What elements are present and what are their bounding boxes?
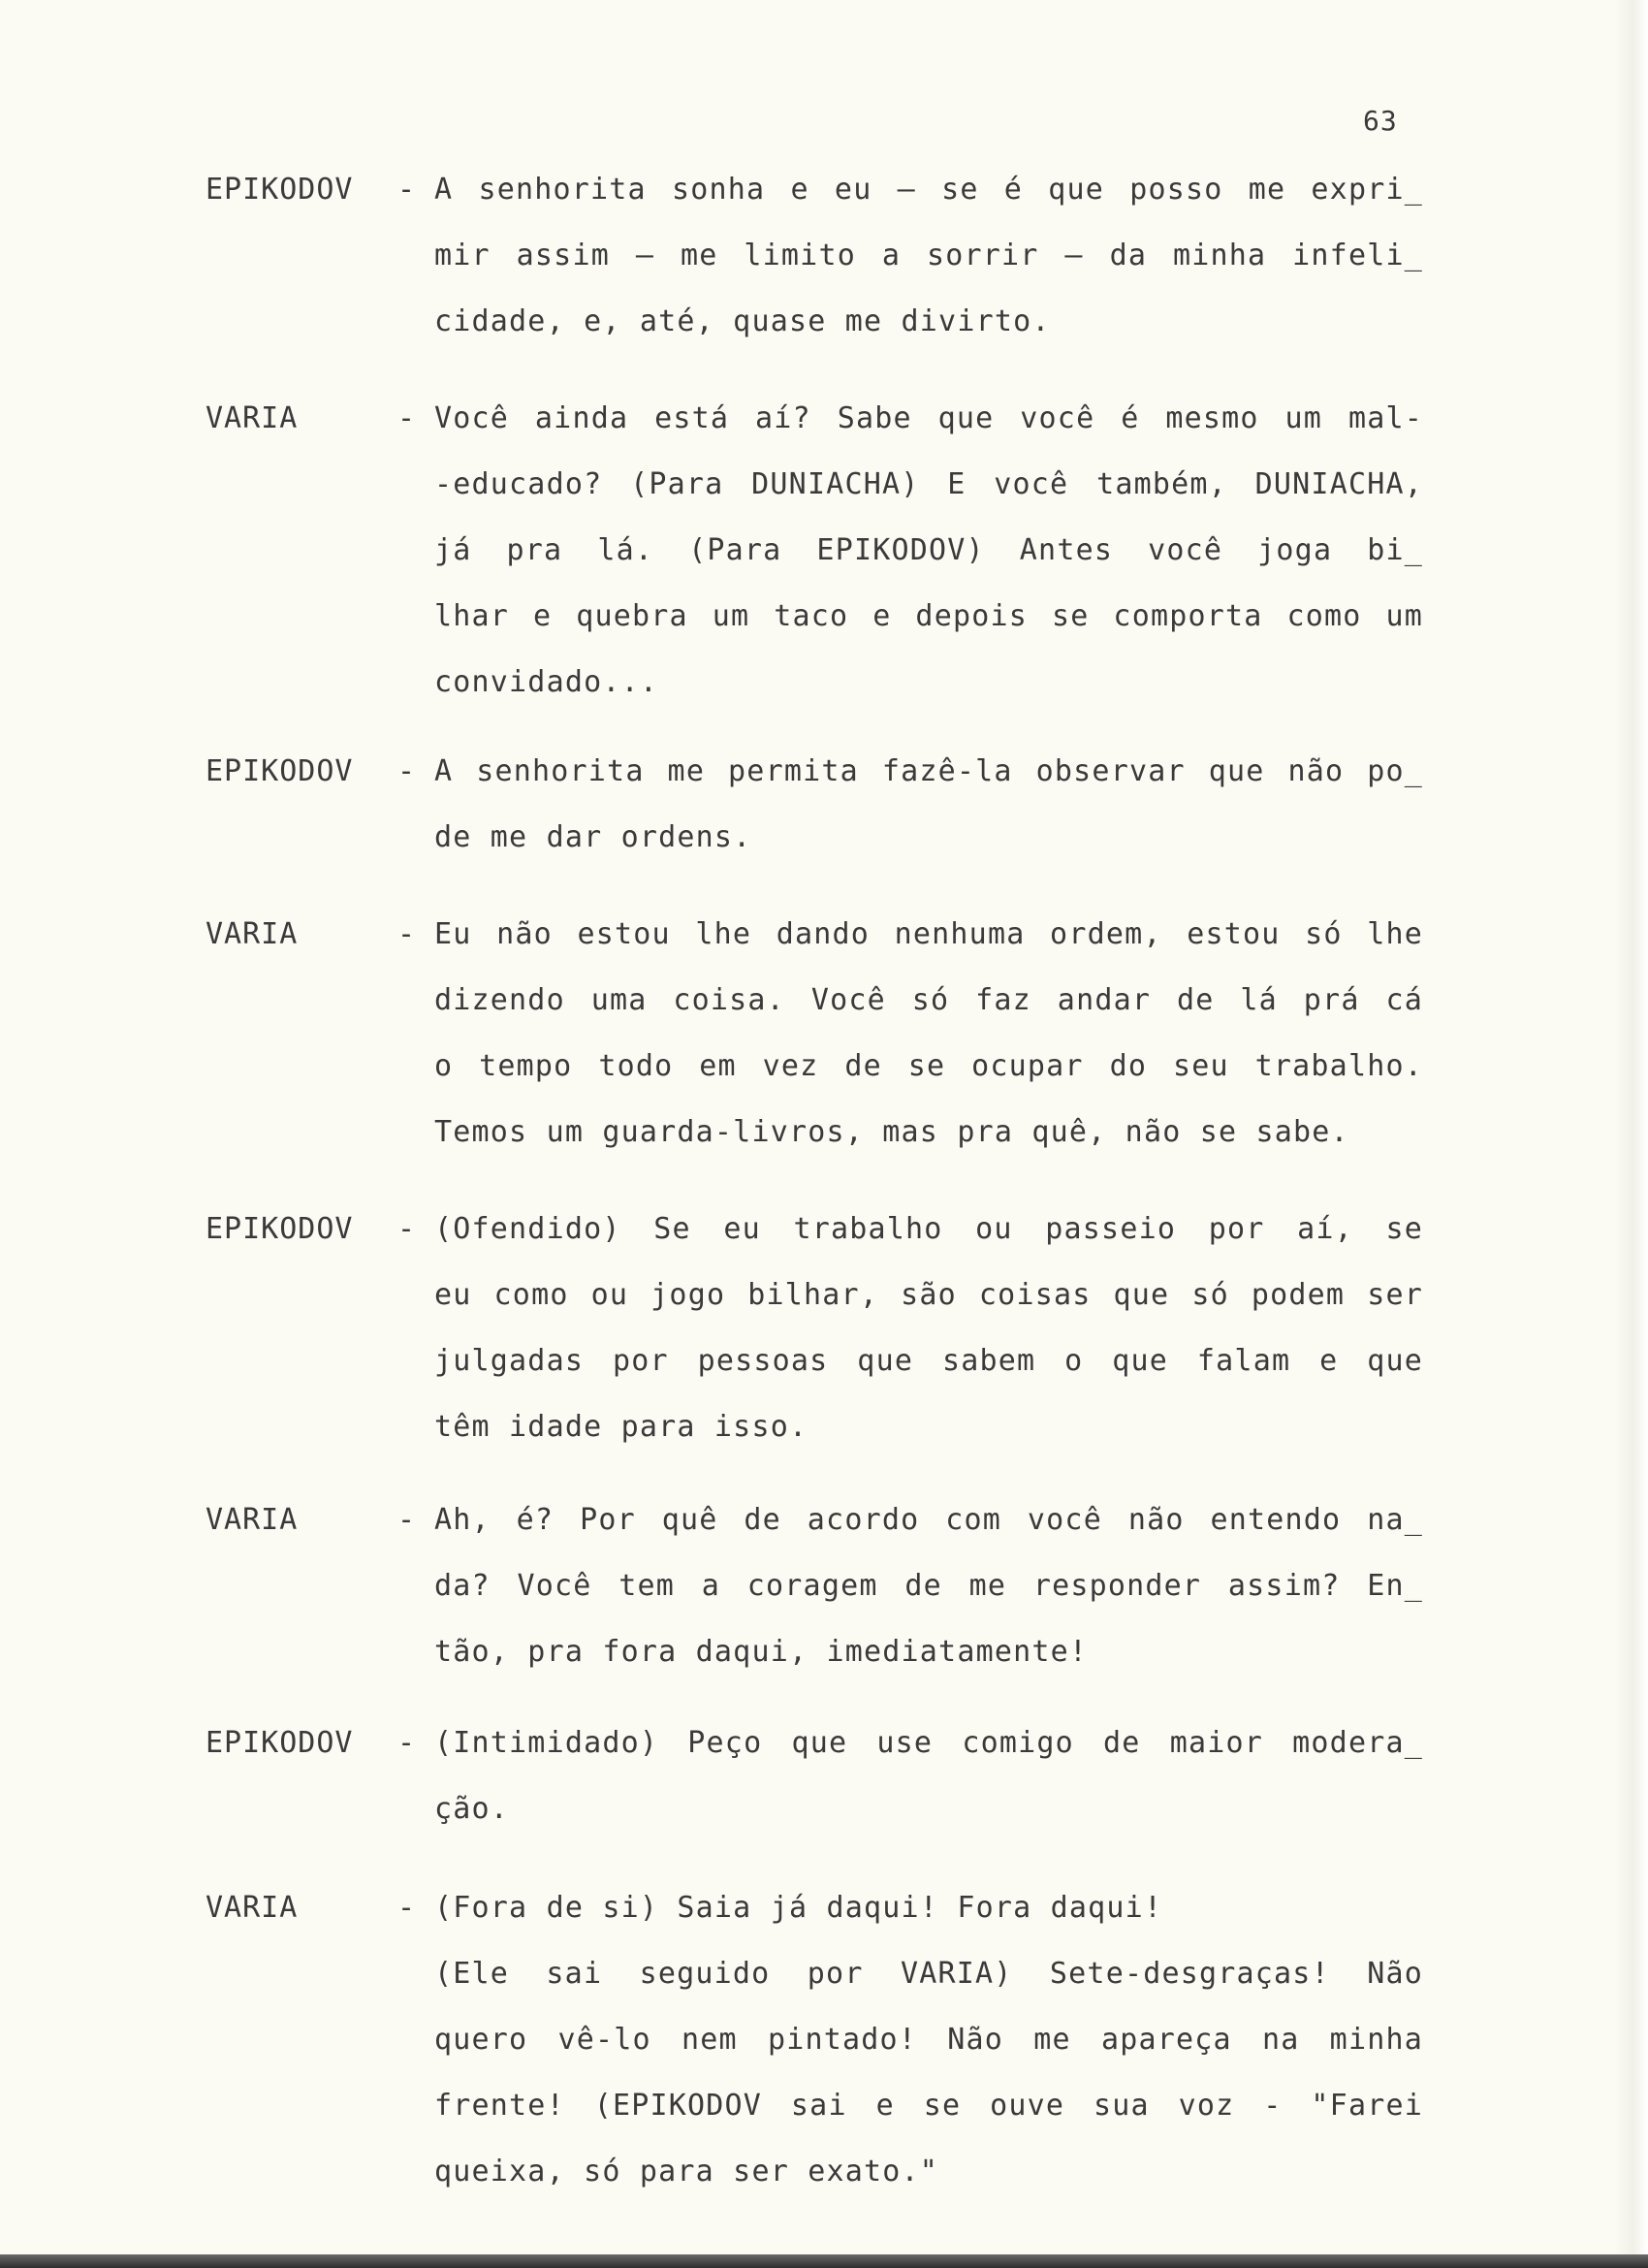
dialogue-dash: - [397, 1891, 416, 1925]
text-line: (Ele sai seguido por VARIA) Sete-desgraças! Não [434, 1957, 1423, 1991]
dialogue-dash: - [397, 1503, 416, 1537]
text-line: -educado? (Para DUNIACHA) E você também, DUNIACHA, [434, 467, 1423, 501]
text-line: cidade, e, até, quase me divirto. [434, 304, 1051, 338]
dialogue-text [434, 157, 1423, 355]
text-line: Ah, é? Por quê de acordo com você não entendo na_ [434, 1503, 1423, 1537]
text-line: mir assim — me limito a sorrir — da minha infeli_ [434, 239, 1423, 272]
dialogue-text [434, 1197, 1423, 1460]
text-line: Temos um guarda-livros, mas pra quê, não se sabe. [434, 1115, 1349, 1149]
speaker-name: EPIKODOV [206, 754, 354, 788]
dialogue-dash: - [397, 1212, 416, 1246]
speaker-name: EPIKODOV [206, 1726, 354, 1760]
page-edge-shadow [1615, 0, 1648, 2268]
text-line: Você ainda está aí? Sabe que você é mesmo um mal- [434, 401, 1423, 435]
text-line: da? Você tem a coragem de me responder assim? En_ [434, 1569, 1423, 1603]
dialogue-dash: - [397, 917, 416, 951]
page-number: 63 [1363, 105, 1398, 137]
text-line: quero vê-lo nem pintado! Não me apareça na minha [434, 2023, 1423, 2057]
text-line: frente! (EPIKODOV sai e se ouve sua voz - "Farei [434, 2089, 1423, 2123]
text-line: tão, pra fora daqui, imediatamente! [434, 1635, 1089, 1669]
text-line: de me dar ordens. [434, 820, 752, 854]
dialogue-text [434, 902, 1423, 1166]
speaker-name: VARIA [206, 1891, 299, 1925]
dialogue-text [434, 386, 1423, 716]
text-line: já pra lá. (Para EPIKODOV) Antes você joga bi_ [434, 533, 1423, 567]
speaker-name: VARIA [206, 1503, 299, 1537]
text-line: dizendo uma coisa. Você só faz andar de lá prá cá [434, 983, 1423, 1017]
dialogue-dash: - [397, 173, 416, 207]
text-line: (Ofendido) Se eu trabalho ou passeio por aí, se [434, 1212, 1423, 1246]
text-line: eu como ou jogo bilhar, são coisas que só podem ser [434, 1278, 1423, 1312]
speaker-name: VARIA [206, 917, 299, 951]
speaker-name: EPIKODOV [206, 1212, 354, 1246]
speaker-name: EPIKODOV [206, 173, 354, 207]
text-line: ção. [434, 1792, 510, 1826]
dialogue-dash: - [397, 401, 416, 435]
text-line: julgadas por pessoas que sabem o que falam e que [434, 1344, 1423, 1378]
text-line: A senhorita sonha e eu — se é que posso me expri_ [434, 173, 1423, 207]
speaker-name: VARIA [206, 401, 299, 435]
dialogue-text [434, 1875, 1423, 2205]
dialogue-dash: - [397, 754, 416, 788]
text-line: A senhorita me permita fazê-la observar que não po_ [434, 754, 1423, 788]
dialogue-dash: - [397, 1726, 416, 1760]
scan-bottom-border [0, 2254, 1648, 2268]
text-line: Eu não estou lhe dando nenhuma ordem, estou só lhe [434, 917, 1423, 951]
text-line: o tempo todo em vez de se ocupar do seu trabalho. [434, 1049, 1423, 1083]
text-line: (Intimidado) Peço que use comigo de maior modera_ [434, 1726, 1423, 1760]
text-line: (Fora de si) Saia já daqui! Fora daqui! [434, 1891, 1163, 1925]
text-line: queixa, só para ser exato." [434, 2155, 939, 2188]
dialogue-text [434, 1710, 1423, 1842]
text-line: têm idade para isso. [434, 1410, 808, 1444]
text-line: lhar e quebra um taco e depois se comporta como um [434, 599, 1423, 633]
dialogue-text [434, 1487, 1423, 1685]
text-line: convidado... [434, 665, 659, 699]
dialogue-text [434, 739, 1423, 871]
